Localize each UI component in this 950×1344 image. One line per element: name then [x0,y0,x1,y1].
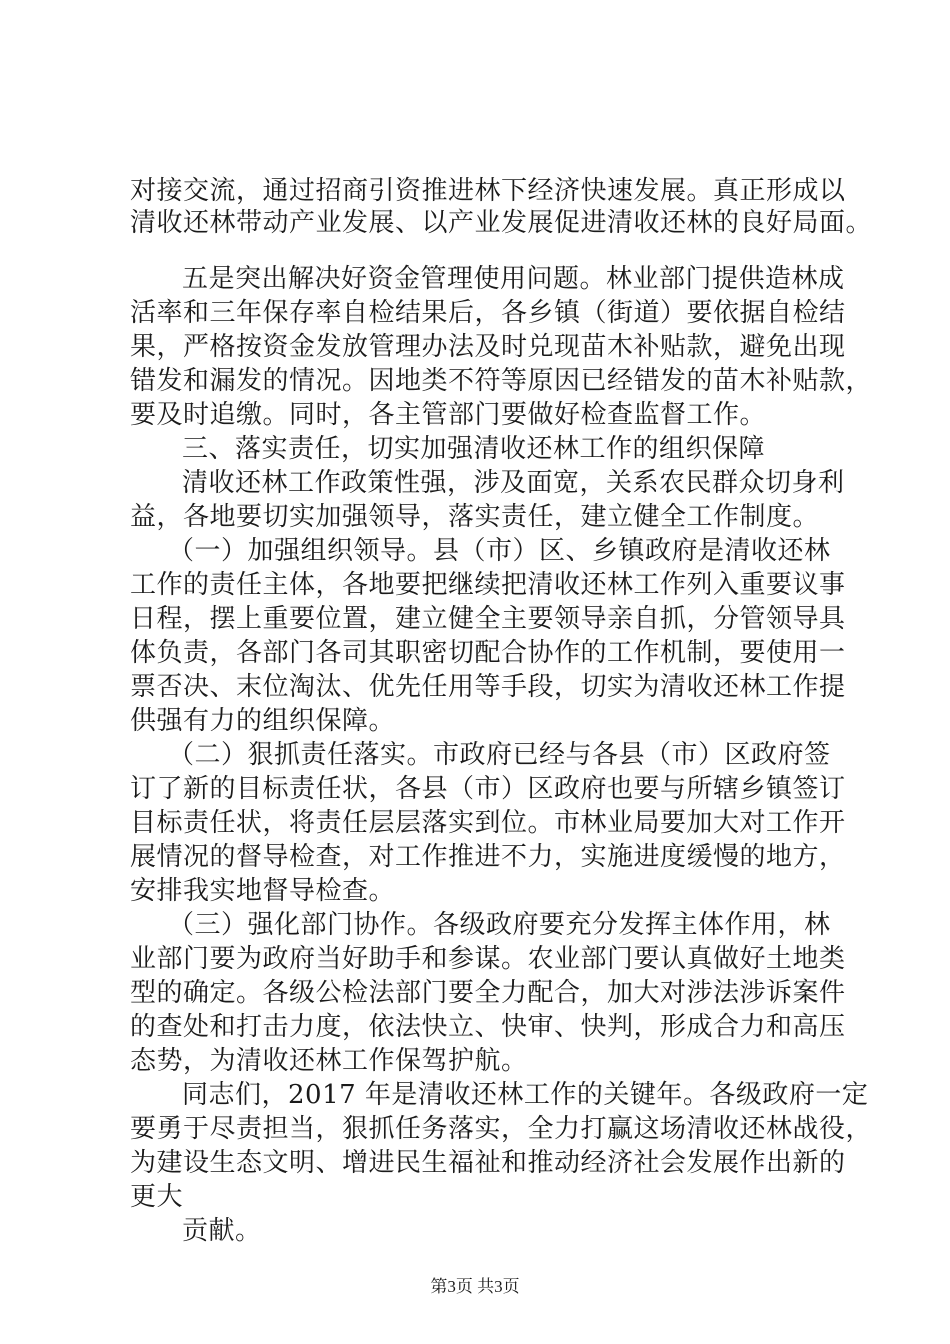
text-line: 要及时追缴。同时，各主管部门要做好检查监督工作。 [130,400,767,430]
text-line: 型的确定。各级公检法部门要全力配合，加大对涉法涉诉案件 [130,978,846,1008]
text-line: 要勇于尽责担当，狠抓任务落实，全力打赢这场清收还林战役， [130,1114,873,1144]
text-line: 果，严格按资金发放管理办法及时兑现苗木补贴款，避免出现 [130,332,846,362]
text-line: 展情况的督导检查，对工作推进不力，实施进度缓慢的地方， [130,842,846,872]
text-line: 清收还林工作政策性强，涉及面宽，关系农民群众切身利 [182,468,845,498]
text-line: 五是突出解决好资金管理使用问题。林业部门提供造林成 [182,264,845,294]
text-line: 日程，摆上重要位置，建立健全主要领导亲自抓，分管领导具 [130,604,846,634]
text-line: 对接交流，通过招商引资推进林下经济快速发展。真正形成以 [130,176,846,206]
text-line: 活率和三年保存率自检结果后，各乡镇（街道）要依据自检结 [130,298,846,328]
text-line: 业部门要为政府当好助手和参谋。农业部门要认真做好土地类 [130,944,846,974]
text-line: （三）强化部门协作。各级政府要充分发挥主体作用，林 [168,910,831,940]
text-line: 工作的责任主体，各地要把继续把清收还林工作列入重要议事 [130,570,846,600]
text-line: 体负责，各部门各司其职密切配合协作的工作机制，要使用一 [130,638,846,668]
text-line: 安排我实地督导检查。 [130,876,396,906]
text-line: 清收还林带动产业发展、以产业发展促进清收还林的良好局面。 [130,208,873,238]
text-line: 同志们，2017 年是清收还林工作的关键年。各级政府一定 [182,1080,869,1110]
text-line: 票否决、末位淘汰、优先任用等手段，切实为清收还林工作提 [130,672,846,702]
text-line: 供强有力的组织保障。 [130,706,396,736]
text-line: （一）加强组织领导。县（市）区、乡镇政府是清收还林 [168,536,831,566]
text-line: 目标责任状，将责任层层落实到位。市林业局要加大对工作开 [130,808,846,838]
text-line: 态势，为清收还林工作保驾护航。 [130,1046,528,1076]
page-number-footer: 第3页 共3页 [430,1277,520,1296]
text-line: 更大 [130,1182,184,1212]
text-line: 的查处和打击力度，依法快立、快审、快判，形成合力和高压 [130,1012,846,1042]
text-line: 订了新的目标责任状，各县（市）区政府也要与所辖乡镇签订 [130,774,846,804]
text-line: 错发和漏发的情况。因地类不符等原因已经错发的苗木补贴款， [130,366,873,396]
text-line: （二）狠抓责任落实。市政府已经与各县（市）区政府签 [168,740,831,770]
text-line: 为建设生态文明、增进民生福祉和推动经济社会发展作出新的 [130,1148,846,1178]
text-line: 益，各地要切实加强领导，落实责任，建立健全工作制度。 [130,502,820,532]
text-line: 贡献。 [182,1216,262,1246]
section-heading: 三、落实责任，切实加强清收还林工作的组织保障 [182,434,766,464]
